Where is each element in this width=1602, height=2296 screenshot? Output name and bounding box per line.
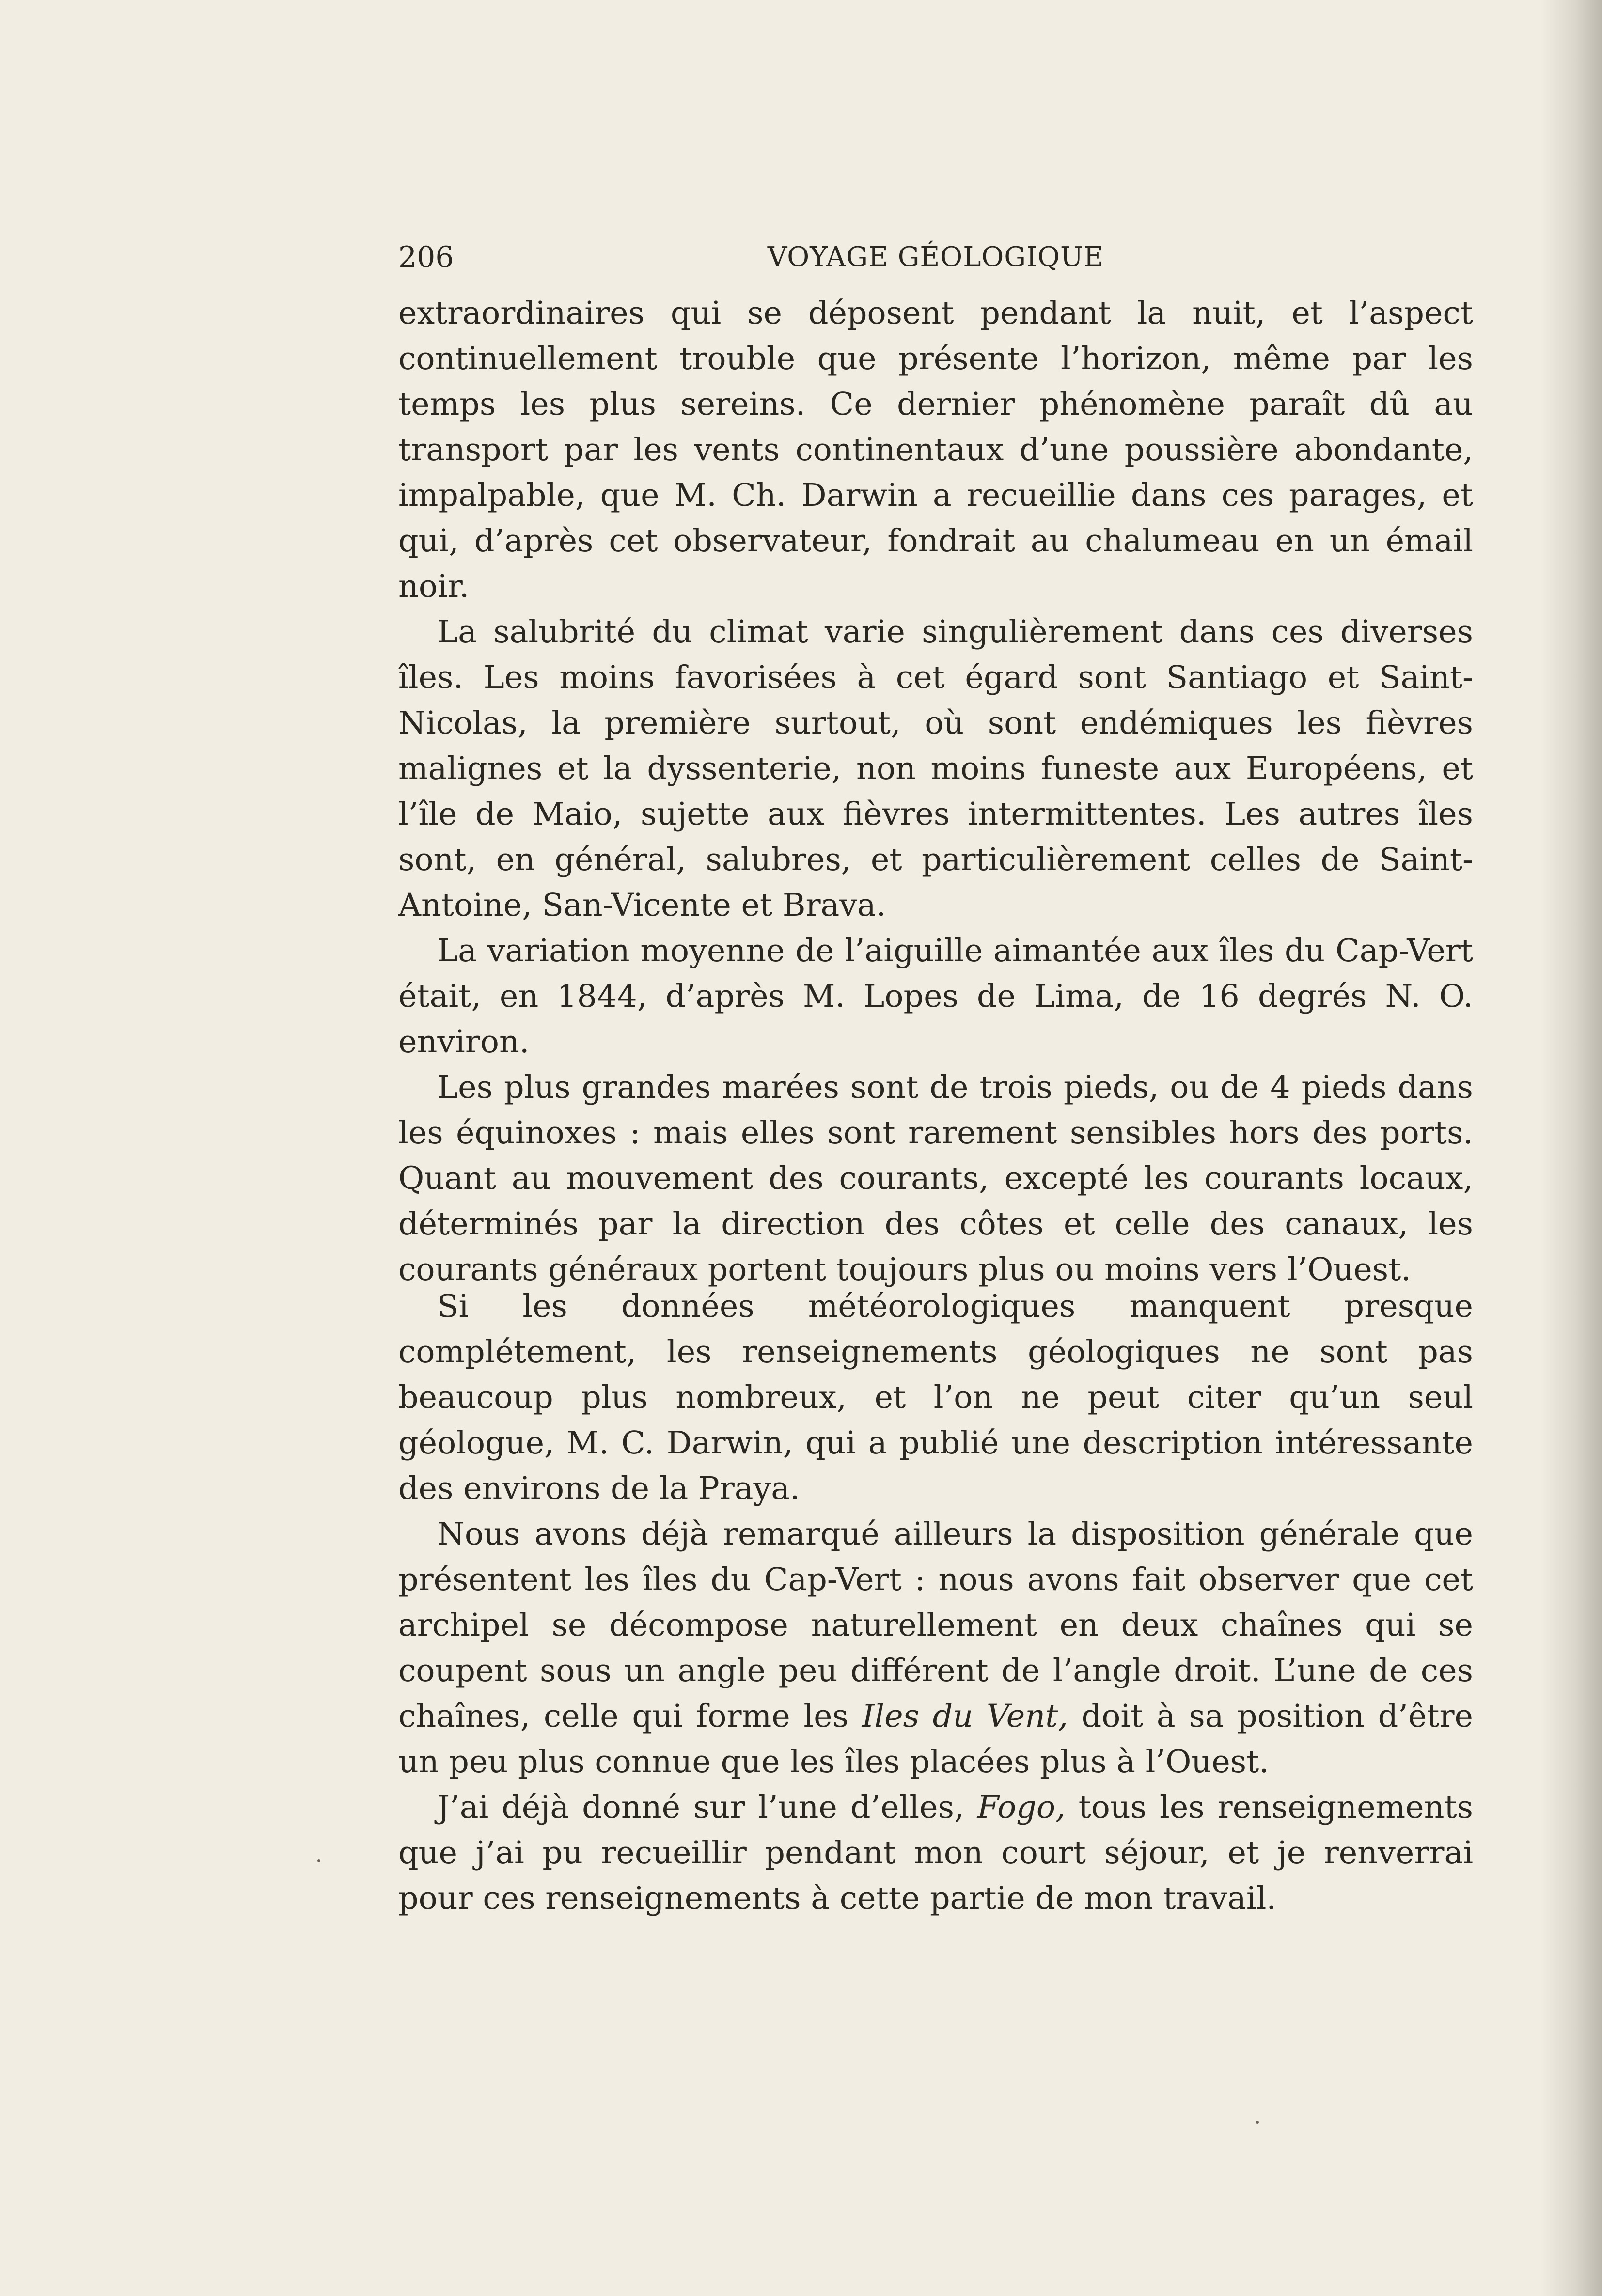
italic-term: Iles du Vent, (862, 1698, 1068, 1734)
paper-speck (317, 1859, 320, 1862)
paragraph (398, 1785, 1473, 1921)
running-title: VOYAGE GÉOLOGIQUE (767, 241, 1104, 273)
paragraph: La variation moyenne de l’aiguille aimantée aux îles du Cap-Vert était, en 1844, d’après M. Lopes de Lima, de 16 degrés N. O. environ. (398, 933, 1473, 1060)
page-number: 206 (398, 240, 454, 274)
paragraph: Si les données météorologiques manquent presque complétement, les renseignements géologiques ne sont pas beaucoup plus nombreux, et l’on ne peut citer qu’un seul géologue, M. C. Darwin, qui a publié une description intéressante des environs de la Praya. (398, 1288, 1473, 1507)
paragraph-text: Nous avons déjà remarqué ailleurs la disposition générale que présentent les îles du Cap-Vert : nous avons fait observer que cet archipel se décompose naturellement en deux chaînes qui se coupent sous un angle peu différent de l’angle droit. L’une de ces chaînes, celle qui forme les (398, 1516, 1473, 1734)
paragraph-text: tous les renseignements que j’ai pu recueillir pendant mon court séjour, et je renverrai pour ces renseignements à cette partie de mon travail. (398, 1789, 1473, 1917)
paragraph: extraordinaires qui se déposent pendant la nuit, et l’aspect continuellement trouble que présente l’horizon, même par les temps les plus sereins. Ce dernier phénomène paraît dû au transport par les vents continentaux d’une poussière abondante, impalpable, que M. Ch. Darwin a recueillie dans ces parages, et qui, d’après cet observateur, fondrait au chalumeau en un émail noir. (398, 295, 1473, 605)
text-block-lower (398, 1284, 1473, 1921)
paper-speck (1256, 2121, 1259, 2124)
paragraph (398, 1512, 1473, 1785)
paragraph: Les plus grandes marées sont de trois pieds, ou de 4 pieds dans les équinoxes : mais elles sont rarement sensibles hors des ports. Quant au mouvement des courants, excepté les courants locaux, déterminés par la direction des côtes et celle des canaux, les courants généraux portent toujours plus ou moins vers l’Ouest. (398, 1069, 1473, 1288)
italic-term: Fogo, (977, 1789, 1066, 1826)
paragraph: La salubrité du climat varie singulièrement dans ces diverses îles. Les moins favorisées à cet égard sont Santiago et Saint-Nicolas, la première surtout, où sont endémiques les fièvres malignes et la dyssenterie, non moins funeste aux Européens, et l’île de Maio, sujette aux fièvres intermittentes. Les autres îles sont, en général, salubres, et particulièrement celles de Saint-Antoine, San-Vicente et Brava. (398, 614, 1473, 923)
page-header (398, 235, 1473, 279)
paragraph-text: doit à sa position d’être un peu plus connue que les îles placées plus à l’Ouest. (398, 1698, 1473, 1780)
paragraph-text: J’ai déjà donné sur l’une d’elles, (437, 1789, 964, 1826)
text-block-upper (398, 291, 1473, 1293)
